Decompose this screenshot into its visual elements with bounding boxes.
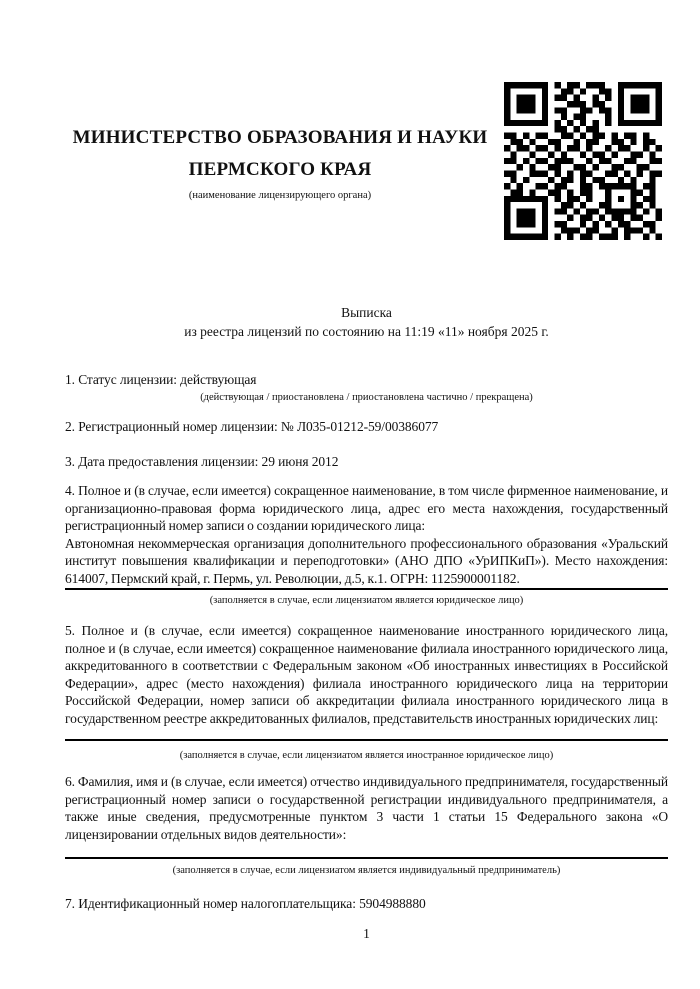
item-5-blank-field-line bbox=[65, 739, 668, 741]
ministry-name-line1: МИНИСТЕРСТВО ОБРАЗОВАНИЯ И НАУКИ bbox=[72, 127, 488, 148]
item-4-blank-field-line bbox=[65, 588, 668, 590]
item-6-blank-field-line bbox=[65, 857, 668, 859]
item-7-taxpayer-number bbox=[65, 895, 668, 913]
ministry-name-note: (наименование лицензирующего органа) bbox=[188, 190, 372, 201]
item-6-text: 6. Фамилия, имя и (в случае, если имеется) отчество индивидуального предпринимателя, государственный регистрационный номер записи о государственной регистрации индивидуального предпринимателя, а также иные сведения, предусмотренные пунктом 3 части 1 статьи 15 Федерального закона «О лицензировании отдельных видов деятельности»: bbox=[65, 774, 668, 842]
item-2-text: 2. Регистрационный номер лицензии: № Л035-01212-59/00386077 bbox=[65, 419, 439, 434]
item-7-text: 7. Идентификационный номер налогоплательщика: 5904988880 bbox=[65, 896, 426, 911]
item-5-foreign-entity-info bbox=[65, 622, 668, 727]
page-number: 1 bbox=[363, 926, 370, 941]
item-4-value: Автономная некоммерческая организация дополнительного профессионального образования «Уральский институт повышения квалификации и переподготовки» (АНО ДПО «УрИПКиП»). Место нахождения: 614007, Пермский край, г. Пермь, ул. Революции, д.5, к.1. ОГРН: 1125900001182. bbox=[65, 535, 668, 586]
document-title-line2: из реестра лицензий по состоянию на 11:19 «11» ноября 2025 г. bbox=[184, 324, 549, 339]
item-6-note: (заполняется в случае, если лицензиатом является индивидуальный предприниматель) bbox=[172, 865, 561, 876]
ministry-name-line2: ПЕРМСКОГО КРАЯ bbox=[188, 159, 372, 180]
item-5-text: 5. Полное и (в случае, если имеется) сокращенное наименование иностранного юридического лица, полное и (в случае, если имеется) сокращенное наименование филиала иностранного юридического лица, аккредитованного в соответствии с Федеральным законом «Об иностранных инвестициях в Российской Федерации», адрес (место нахождения) филиала иностранного юридического лица на территории Российской Федерации, номер записи об аккредитации филиала иностранного юридического лица в государственном реестре аккредитованных филиалов, представительств иностранных юридических лиц: bbox=[65, 623, 668, 726]
item-4-legal-entity-info bbox=[65, 482, 668, 587]
item-1-text: 1. Статус лицензии: действующая bbox=[65, 372, 257, 387]
item-2-registration-number bbox=[65, 418, 668, 436]
item-3-text: 3. Дата предоставления лицензии: 29 июня 2012 bbox=[65, 454, 339, 469]
document-title bbox=[65, 303, 668, 341]
qr-code-canvas bbox=[504, 82, 662, 240]
document-title-line1: Выписка bbox=[341, 305, 392, 320]
item-1-license-status bbox=[65, 371, 668, 405]
item-3-grant-date bbox=[65, 453, 668, 471]
item-1-note: (действующая / приостановлена / приостановлена частично / прекращена) bbox=[200, 391, 533, 403]
item-4-note: (заполняется в случае, если лицензиатом является юридическое лицо) bbox=[209, 595, 524, 606]
item-6-individual-entrepreneur-info bbox=[65, 773, 668, 843]
item-5-note: (заполняется в случае, если лицензиатом является иностранное юридическое лицо) bbox=[179, 750, 554, 761]
licensing-authority-header bbox=[40, 122, 520, 203]
qr-code-icon bbox=[504, 82, 662, 240]
item-4-text: 4. Полное и (в случае, если имеется) сокращенное наименование, в том числе фирменное наименование, и организационно-правовая форма юридического лица, адрес его места нахождения, государственный регистрационный номер записи о создании юридического лица: bbox=[65, 483, 668, 533]
